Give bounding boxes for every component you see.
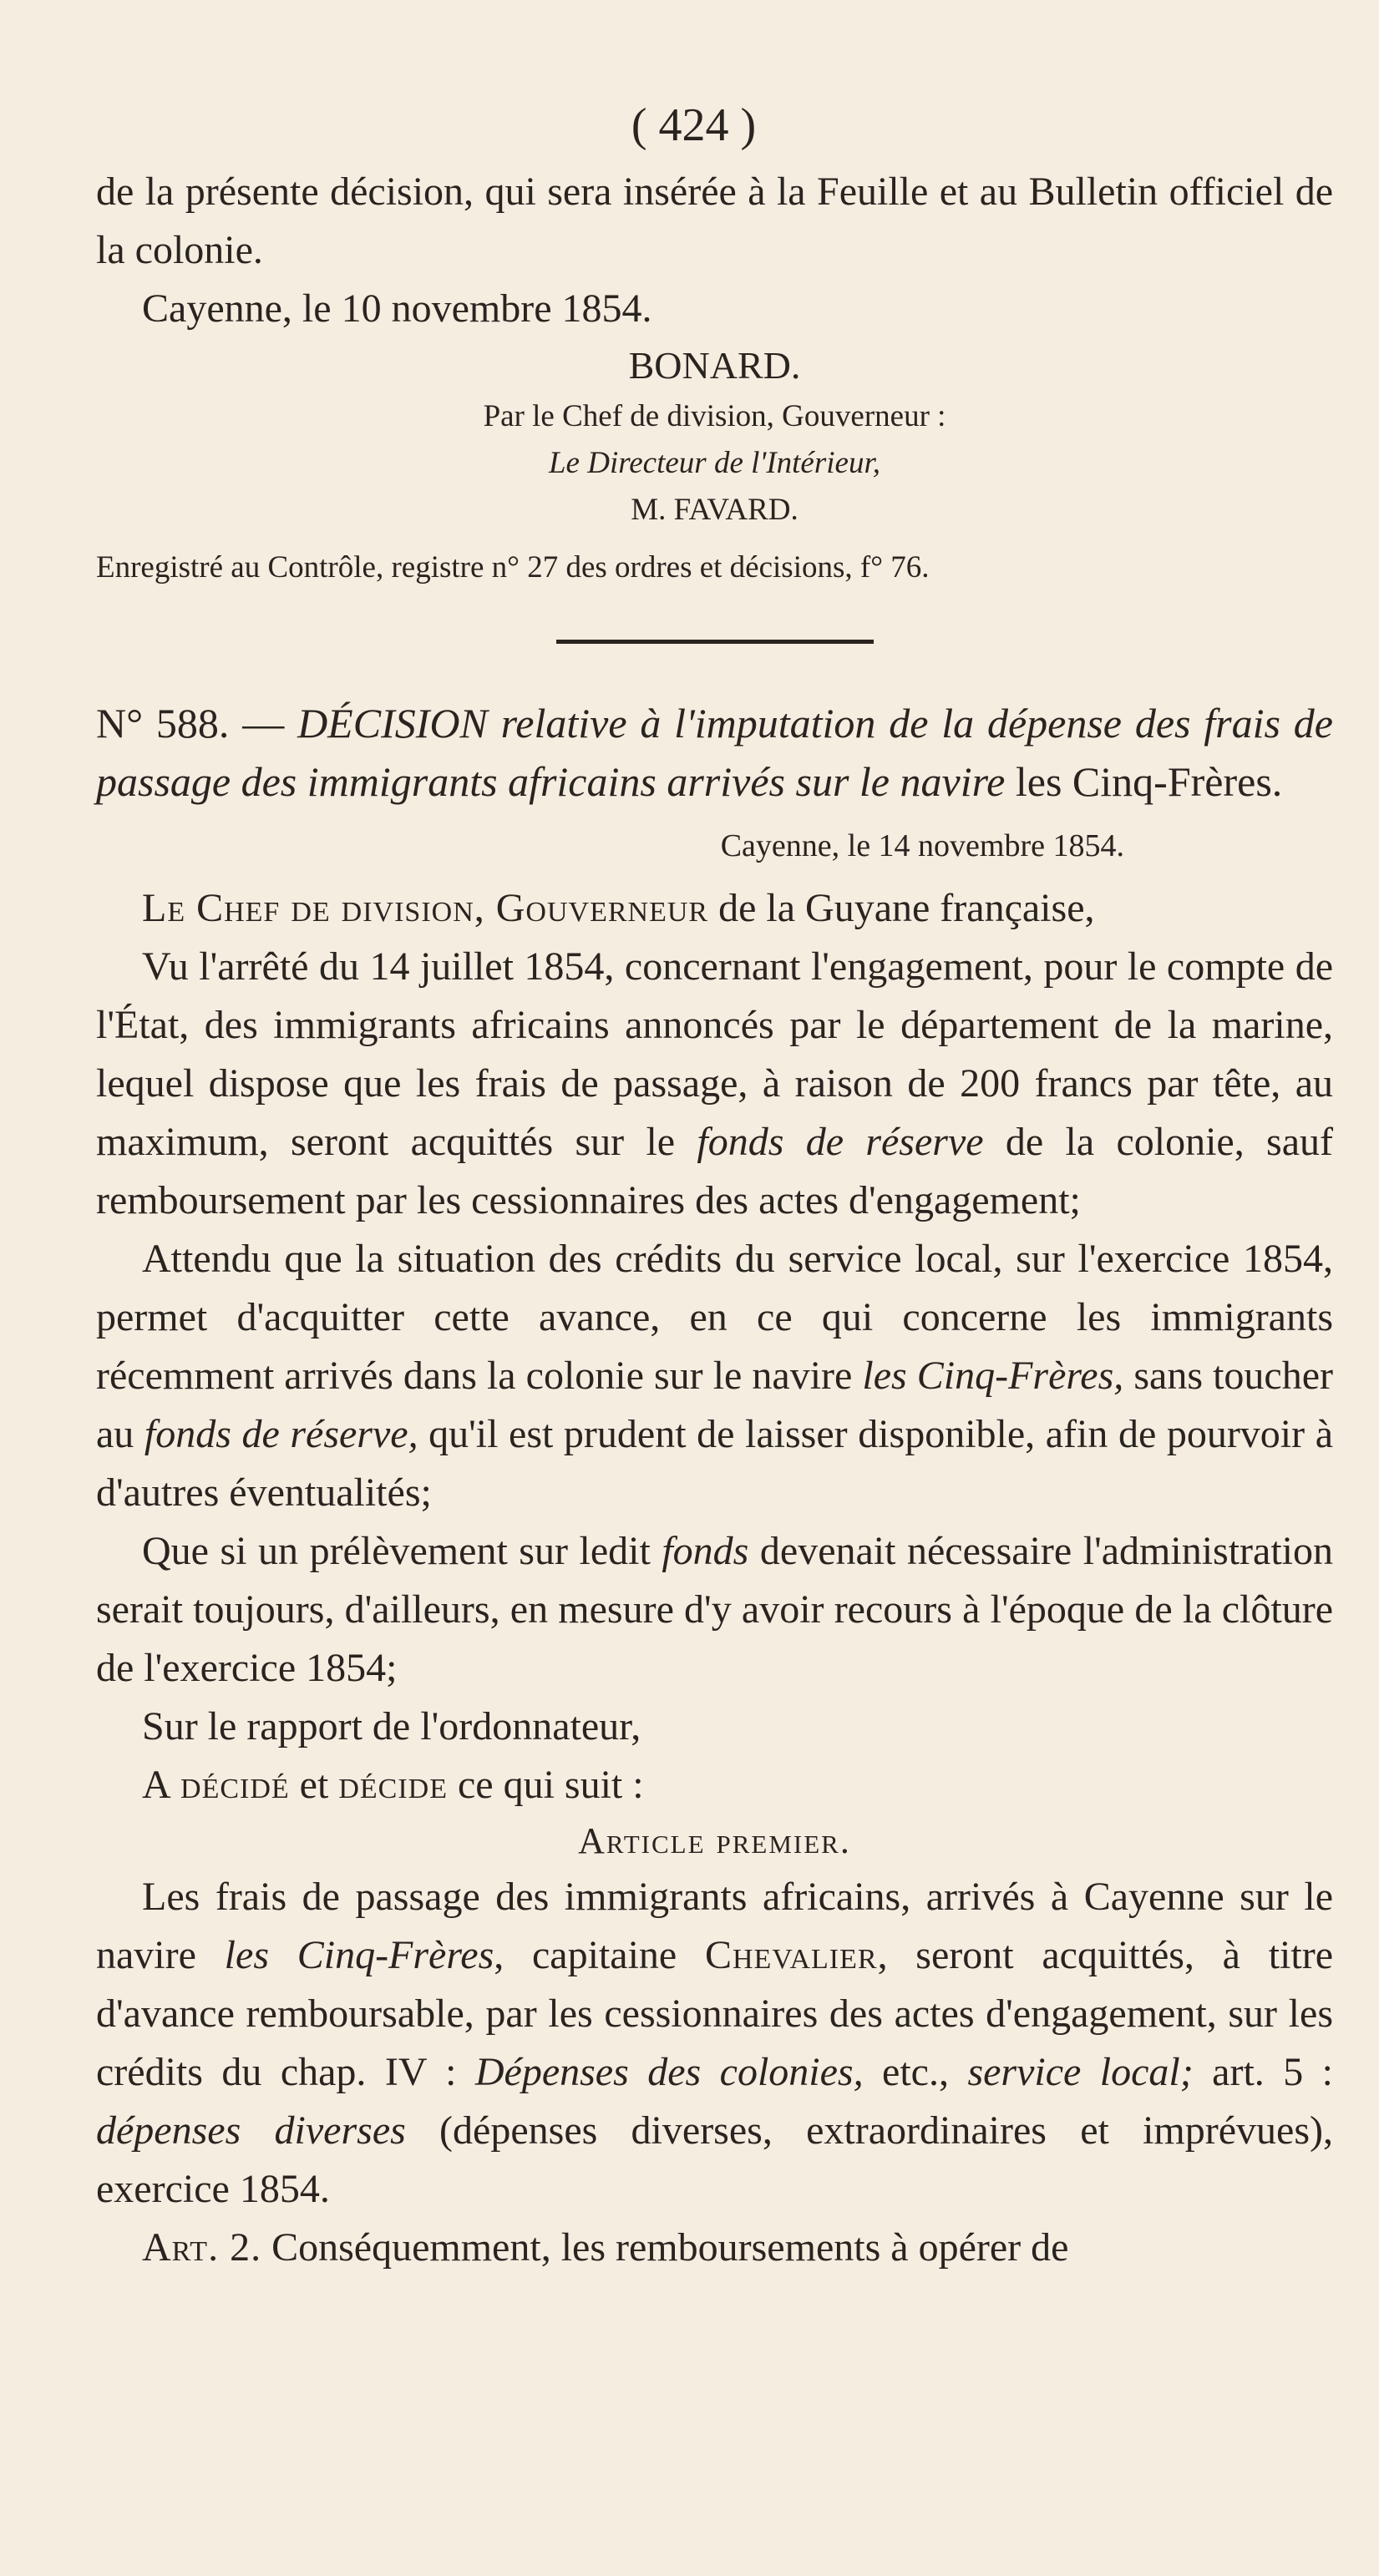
que-text-c: devenait nécessaire l'administration serait toujours, d'ailleurs, en mesure d'y avoir recours à l'époque de la clôture de l'exercice 1854;: [96, 1529, 1334, 1690]
registration-note: Enregistré au Contrôle, registre n° 27 des ordres et décisions, f° 76.: [96, 550, 930, 585]
decision-title-ship: les Cinq-Frères.: [1005, 758, 1283, 805]
vu-text-c: de la colonie, sauf remboursement par les cessionnaires des actes d'engagement;: [96, 1120, 1334, 1222]
attendu-text-e: qu'il est prudent de laisser disponible, afin de pourvoir à d'autres éventualités;: [96, 1412, 1333, 1515]
signature-name: BONARD.: [628, 344, 801, 387]
que-paragraph: [96, 1522, 1333, 1698]
art1-c: , capitaine: [494, 1933, 705, 1977]
decide-rest: ce qui suit :: [447, 1763, 644, 1807]
decision-number: N° 588. —: [96, 700, 285, 746]
signature-line-2: Le Directeur de l'Intérieur,: [548, 446, 880, 480]
decide-sc-1: A décidé: [142, 1763, 290, 1807]
decide-mid: et: [289, 1763, 339, 1807]
decision-date: Cayenne, le 14 novembre 1854.: [720, 828, 1124, 863]
art1-i: art. 5 :: [1193, 2050, 1334, 2094]
art1-j: dépenses diverses: [96, 2108, 406, 2153]
intro-rest: de la Guyane française,: [708, 886, 1095, 930]
attendu-text-c: sans toucher au: [96, 1354, 1334, 1456]
attendu-text-b: les Cinq-Frères,: [862, 1354, 1124, 1398]
page-number: ( 424 ): [631, 99, 757, 151]
art2-label: Art. 2.: [142, 2225, 262, 2270]
art1-h: service local;: [967, 2050, 1194, 2094]
signature-block: [96, 338, 1333, 534]
intro-paragraph: [96, 879, 1333, 938]
art1-f: Dépenses des colonies,: [474, 2050, 864, 2094]
vu-text-b: fonds de réserve: [697, 1120, 984, 1164]
opening-date: Cayenne, le 10 novembre 1854.: [142, 286, 652, 331]
signature-line-3: M. FAVARD.: [631, 493, 799, 527]
vu-paragraph: [96, 938, 1333, 1230]
que-text-b: fonds: [662, 1529, 749, 1573]
decision-title: DÉCISION relative à l'imputation de la dépense des frais de passage des immigrants africains arrivés sur le navire: [96, 700, 1333, 805]
intro-authority: Le Chef de division, Gouverneur: [142, 886, 709, 930]
decide-paragraph: [96, 1756, 1333, 1814]
art2-text: Conséquemment, les remboursements à opérer de: [261, 2225, 1069, 2270]
art1-a: Les frais de passage des immigrants africains, arrivés à Cayenne sur le navire: [96, 1875, 1333, 1977]
attendu-text-a: Attendu que la situation des crédits du service local, sur l'exercice 1854, permet d'acquitter cette avance, en ce qui concerne les immigrants récemment arrivés dans la colonie sur le navire: [96, 1237, 1333, 1398]
rapport-paragraph: Sur le rapport de l'ordonnateur,: [142, 1704, 641, 1749]
opening-paragraph: de la présente décision, qui sera insérée à la Feuille et au Bulletin officiel de la colonie.: [96, 170, 1333, 272]
article-1-paragraph: [96, 1868, 1333, 2219]
art1-k: (dépenses diverses, extraordinaires et imprévues), exercice 1854.: [96, 2108, 1333, 2211]
decide-sc-2: décide: [338, 1763, 448, 1807]
article-2-paragraph: [96, 2219, 1333, 2277]
signature-line-1: Par le Chef de division, Gouverneur :: [483, 399, 946, 433]
decision-heading: [96, 694, 1333, 811]
section-divider: [556, 640, 874, 644]
art1-g: etc.,: [863, 2050, 968, 2094]
art1-e: , seront acquittés, à titre d'avance remboursable, par les cessionnaires des actes d'engagement, sur les crédits du chap. IV :: [96, 1933, 1333, 2094]
attendu-paragraph: [96, 1230, 1333, 1522]
art1-b: les Cinq-Frères: [224, 1933, 494, 1977]
attendu-text-d: fonds de réserve,: [144, 1412, 418, 1456]
article-heading: Article premier.: [578, 1820, 851, 1861]
art1-captain: Chevalier: [704, 1933, 878, 1977]
que-text-a: Que si un prélèvement sur ledit: [142, 1529, 662, 1573]
vu-text-a: Vu l'arrêté du 14 juillet 1854, concernant l'engagement, pour le compte de l'État, des immigrants africains annoncés par le département de la marine, lequel dispose que les frais de passage, à raison de 200 francs par tête, au maximum, seront acquittés sur le: [96, 944, 1333, 1164]
